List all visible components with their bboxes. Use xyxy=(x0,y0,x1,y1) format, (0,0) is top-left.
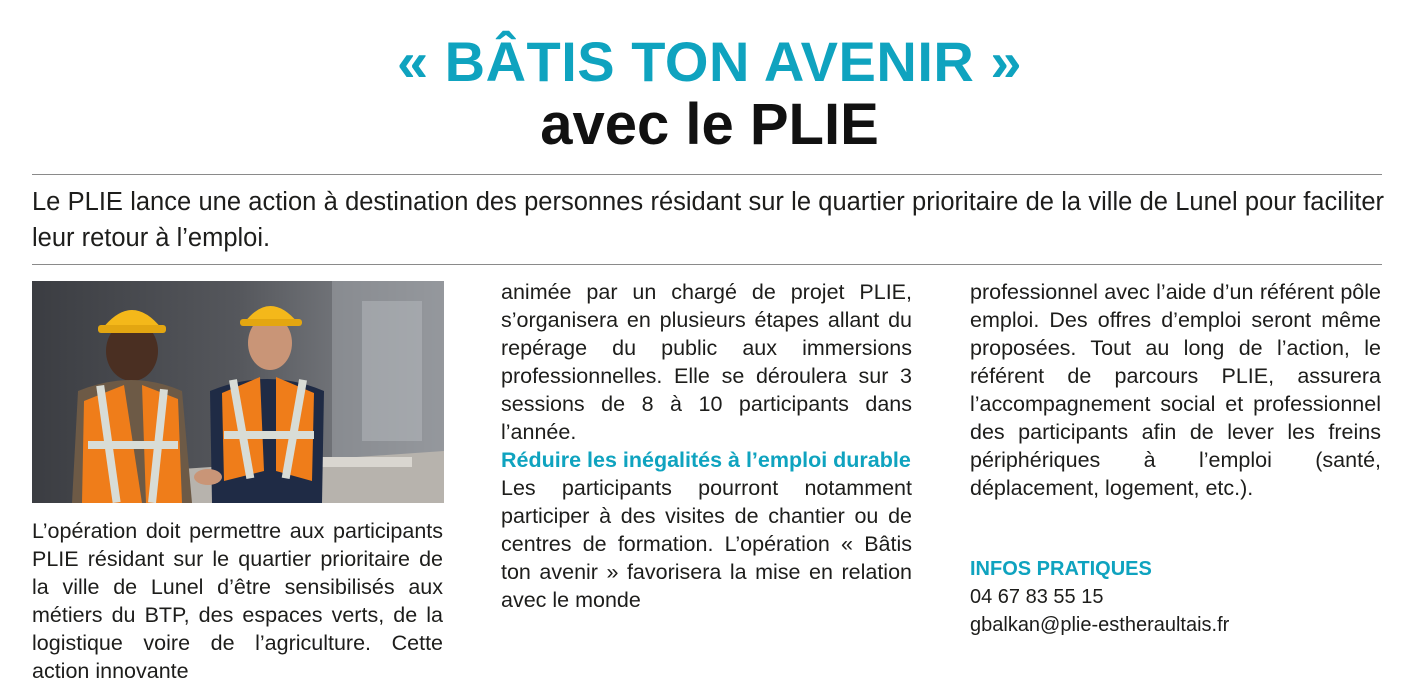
column-3-paragraph: professionnel avec l’aide d’un référent pôle emploi. Des offres d’emploi seront même proposées. Tout au long de l’action, le référent de parcours PLIE, assurera l’accompagnement social et professionnel des participants afin de lever les freins périphériques à l’emploi (santé, déplacement, logement, etc.). xyxy=(970,280,1381,500)
title-line-2: avec le PLIE xyxy=(540,92,879,157)
workers-illustration xyxy=(32,281,444,503)
bottom-divider xyxy=(32,264,1382,265)
section-subheading: Réduire les inégalités à l’emploi durable xyxy=(501,448,911,472)
infos-label: INFOS PRATIQUES xyxy=(970,558,1152,580)
practical-info xyxy=(970,555,1381,639)
column-2 xyxy=(501,278,912,614)
lead-paragraph: Le PLIE lance une action à destination des personnes résidant sur le quartier prioritaire de la ville de Lunel pour faciliter leur retour à l’emploi. xyxy=(32,188,1384,252)
column-2-paragraph-1: animée par un chargé de projet PLIE, s’organisera en plusieurs étapes allant du repérage du public aux immersions professionnelles. Elle se déroulera sur 3 sessions de 8 à 10 participants dans l’année. xyxy=(501,280,912,444)
column-1 xyxy=(32,517,443,685)
top-divider xyxy=(32,174,1382,175)
construction-workers-photo xyxy=(32,281,444,503)
phone-number: 04 67 83 55 15 xyxy=(970,586,1104,608)
title-line-1: « BÂTIS TON AVENIR » xyxy=(396,30,1023,93)
column-3 xyxy=(970,278,1381,502)
column-1-paragraph: L’opération doit permettre aux participants PLIE résidant sur le quartier prioritaire de la ville de Lunel d’être sensibilisés aux métiers du BTP, des espaces verts, de la logistique voire de l’agriculture. Cette action innovante xyxy=(32,519,443,683)
email-address[interactable]: gbalkan@plie-estheraultais.fr xyxy=(970,614,1230,636)
column-2-paragraph-2: Les participants pourront notamment participer à des visites de chantier ou de centres de formation. L’opération « Bâtis ton avenir » favorisera la mise en relation avec le monde xyxy=(501,476,912,612)
